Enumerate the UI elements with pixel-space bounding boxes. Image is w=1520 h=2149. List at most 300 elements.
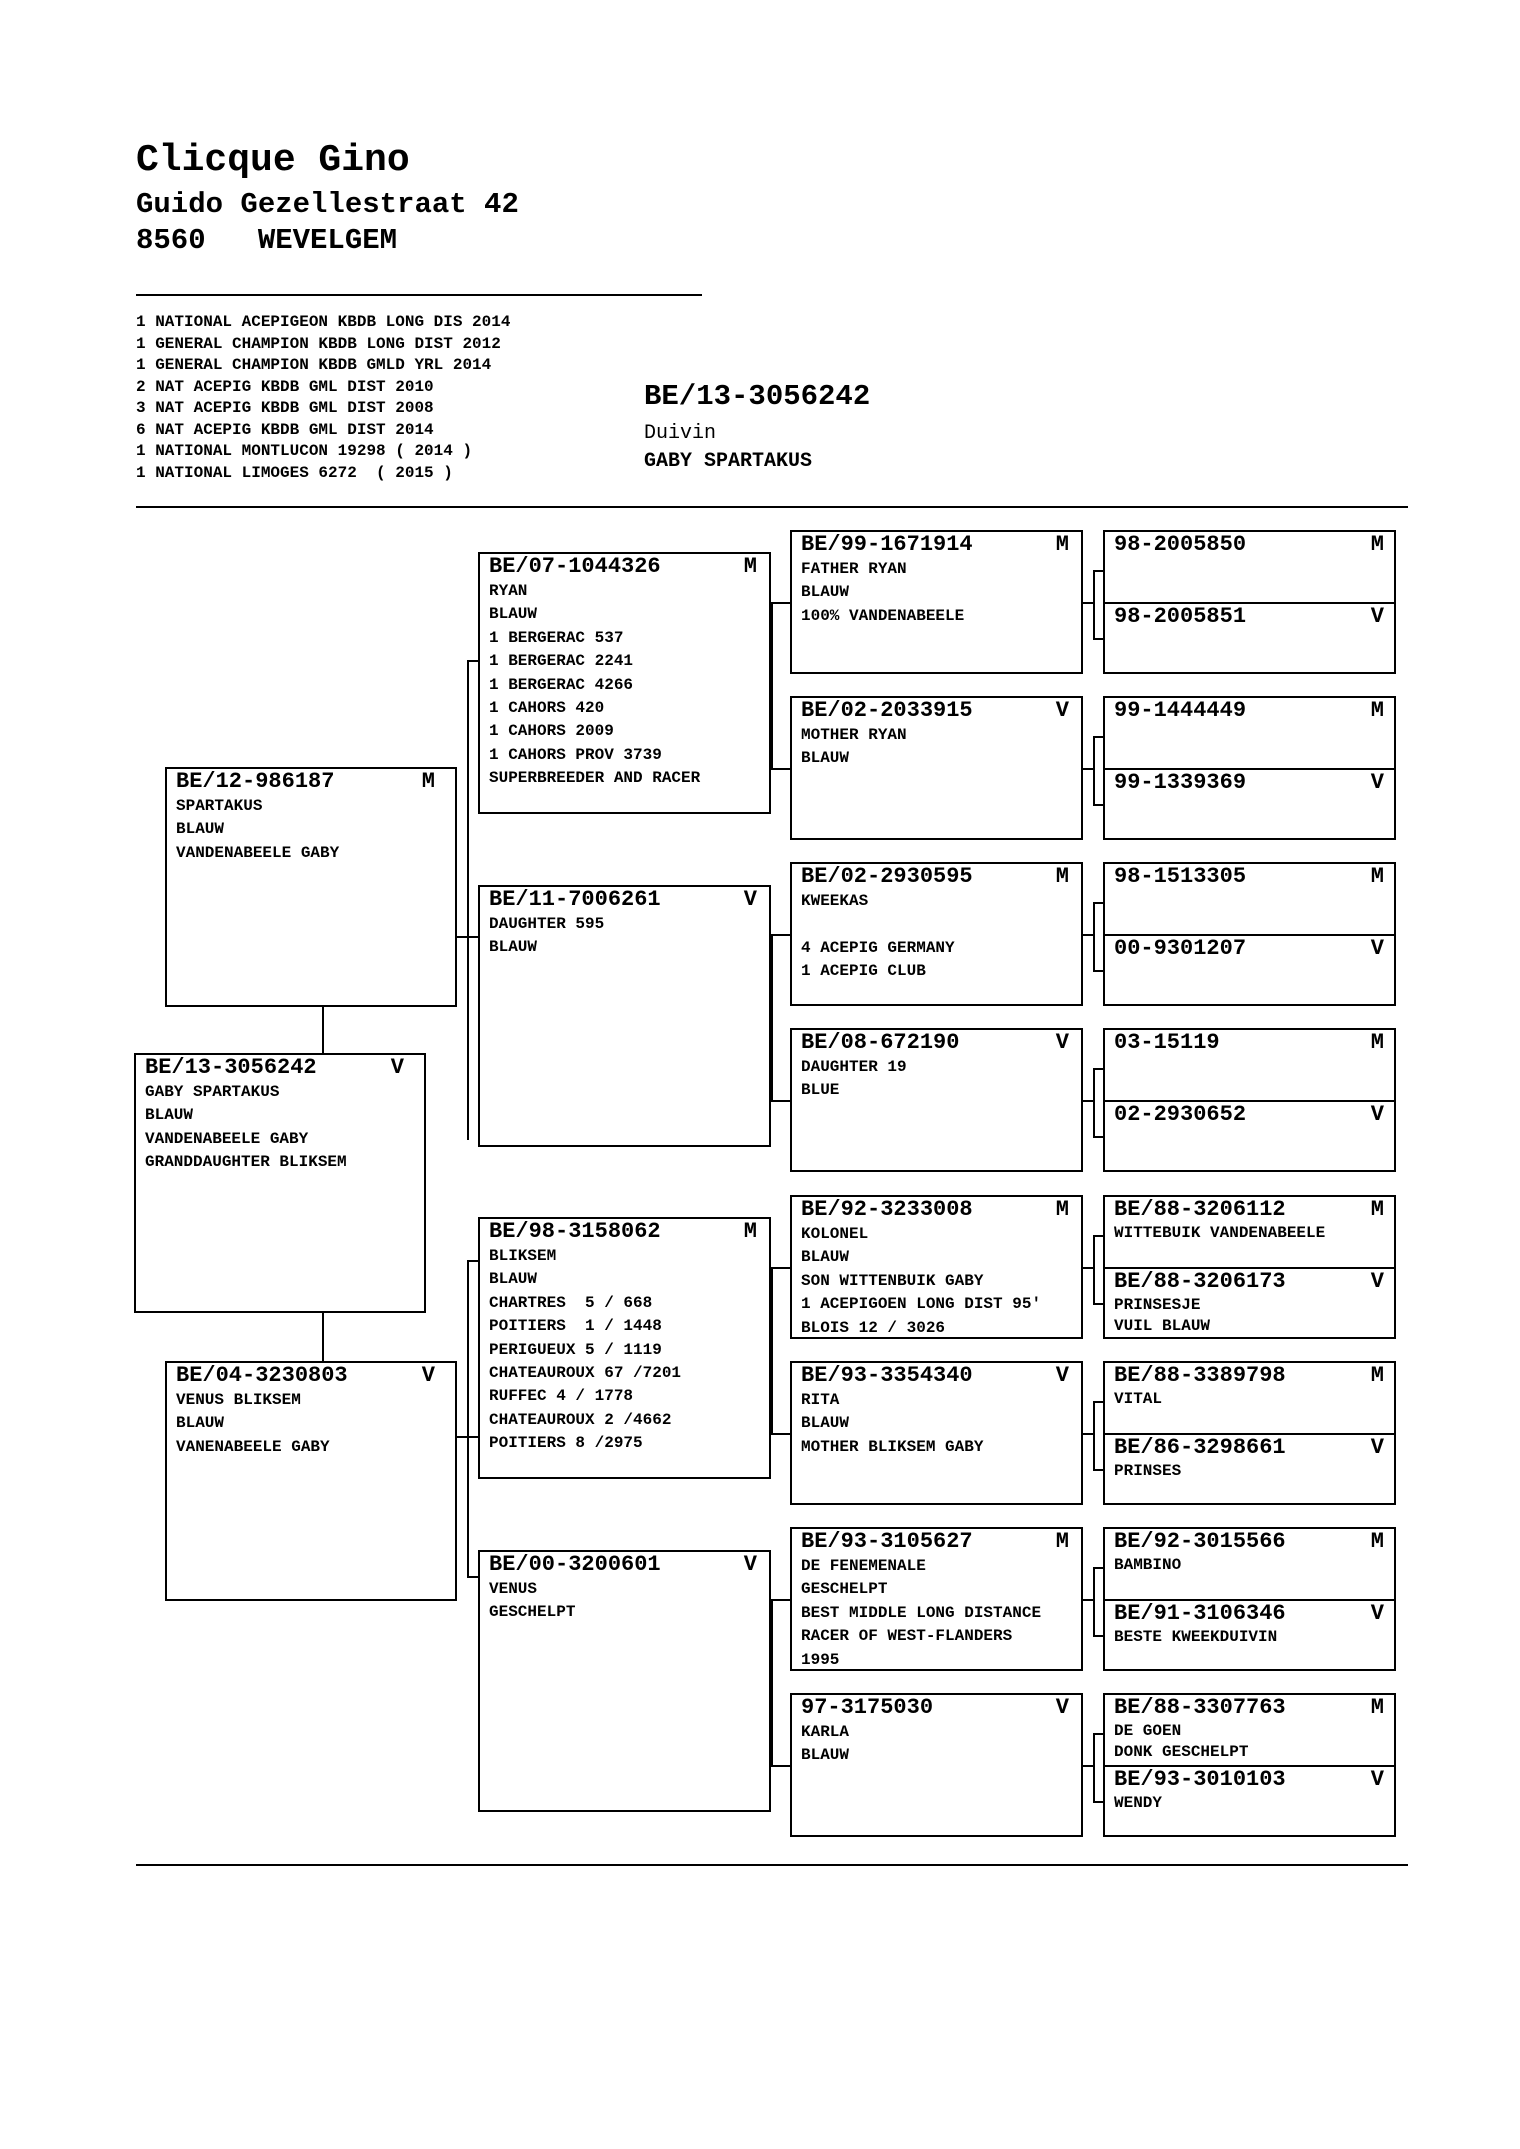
pigeon-header xyxy=(1114,866,1384,888)
pigeon-detail-line: KOLONEL xyxy=(801,1225,869,1243)
pigeon-ring: 02-2930652 xyxy=(1114,1102,1247,1127)
pigeon-header xyxy=(801,1697,1069,1719)
pigeon-details xyxy=(801,724,1081,771)
pigeon-sex: M xyxy=(1370,1695,1384,1720)
pigeon-ring: BE/04-3230803 xyxy=(176,1363,348,1388)
pigeon-detail-line: FATHER RYAN xyxy=(801,560,907,578)
pigeon-details xyxy=(1114,1461,1394,1482)
pigeon-sex: V xyxy=(1055,698,1069,723)
main-pigeon-sex: Duivin xyxy=(644,422,717,445)
pigeon-header xyxy=(176,1365,435,1387)
achievement-row: 3 NAT ACEPIG KBDB GML DIST 2008 xyxy=(136,399,434,417)
great-grandparent-box xyxy=(790,1195,1083,1339)
pigeon-detail-line: BESTE KWEEKDUIVIN xyxy=(1114,1628,1278,1646)
pigeon-detail-line: SPARTAKUS xyxy=(176,797,263,815)
pigeon-header xyxy=(176,771,435,793)
pigeon-detail-line: BLAUW xyxy=(489,938,538,957)
achievement-row: 1 NATIONAL MONTLUCON 19298 ( 2014 ) xyxy=(136,442,473,460)
ancestor-cell-dam xyxy=(1105,934,1394,1004)
pigeon-detail-line: RYAN xyxy=(489,582,528,600)
pigeon-details xyxy=(1114,1223,1394,1244)
connector-line xyxy=(771,934,790,936)
pigeon-detail-line: VANDENABEELE GABY xyxy=(176,843,340,862)
pigeon-header xyxy=(801,700,1069,722)
pigeon-sex: M xyxy=(421,769,435,794)
connector-line xyxy=(1083,934,1093,936)
connector-line xyxy=(467,1576,478,1578)
pigeon-header xyxy=(1114,1437,1384,1459)
achievement-row: 2 NAT ACEPIG KBDB GML DIST 2010 xyxy=(136,377,434,396)
connector-line xyxy=(1093,1567,1103,1569)
connector-line xyxy=(1083,1100,1093,1102)
pigeon-cell xyxy=(480,887,769,1145)
pigeon-details xyxy=(176,795,455,865)
pigeon-detail-line: VENUS xyxy=(489,1580,538,1598)
grandparent-box xyxy=(478,885,771,1147)
header-divider xyxy=(136,294,702,296)
pigeon-ring: BE/88-3307763 xyxy=(1114,1695,1286,1720)
pigeon-cell xyxy=(480,1552,769,1810)
pigeon-details xyxy=(1114,1555,1394,1576)
connector-line xyxy=(771,1599,790,1601)
pigeon-detail-line: KWEEKAS xyxy=(801,892,869,910)
connector-line xyxy=(467,1260,469,1577)
pigeon-sex: M xyxy=(1055,1529,1069,1554)
pigeon-header xyxy=(801,1032,1069,1054)
pigeon-ring: BE/91-3106346 xyxy=(1114,1601,1286,1626)
pedigree-top-divider xyxy=(136,506,1408,508)
ancestor-cell-sire xyxy=(1105,1030,1394,1100)
pigeon-sex: V xyxy=(743,887,757,912)
pigeon-ring: 97-3175030 xyxy=(801,1695,934,1720)
pigeon-detail-line: VANENABEELE GABY xyxy=(176,1437,330,1456)
connector-line xyxy=(1093,1401,1103,1403)
pigeon-header xyxy=(1114,1697,1384,1719)
pigeon-cell xyxy=(792,1529,1081,1669)
connector-line xyxy=(1093,1469,1103,1471)
pigeon-detail-line: RACER OF WEST-FLANDERS xyxy=(801,1627,1013,1646)
pigeon-details xyxy=(801,1555,1081,1672)
pigeon-sex: M xyxy=(1370,864,1384,889)
pigeon-ring: BE/07-1044326 xyxy=(489,554,661,579)
pigeon-detail-line: 100% VANDENABEELE xyxy=(801,606,965,625)
pigeon-detail-line: VITAL xyxy=(1114,1390,1163,1408)
pigeon-detail-line: BEST MIDDLE LONG DISTANCE xyxy=(801,1603,1042,1622)
pigeon-details xyxy=(1114,1295,1394,1337)
pigeon-detail-line: 4 ACEPIG GERMANY xyxy=(801,938,955,957)
connector-line xyxy=(1093,570,1095,640)
achievement-row: 1 GENERAL CHAMPION KBDB GMLD YRL 2014 xyxy=(136,356,492,374)
connector-line xyxy=(771,1267,773,1433)
pigeon-detail-line: DAUGHTER 19 xyxy=(801,1058,907,1076)
subject-box xyxy=(134,1053,426,1313)
connector-line xyxy=(322,1313,324,1361)
ancestor-pair-box xyxy=(1103,862,1396,1006)
connector-line xyxy=(1093,736,1095,806)
pigeon-header xyxy=(1114,1199,1384,1221)
pigeon-cell xyxy=(167,769,455,1005)
ancestor-cell-dam xyxy=(1105,1433,1394,1503)
main-pigeon-ring: BE/13-3056242 xyxy=(644,380,871,413)
connector-line xyxy=(1093,1136,1103,1138)
pigeon-sex: V xyxy=(1370,604,1384,629)
pigeon-ring: BE/93-3010103 xyxy=(1114,1767,1286,1792)
ancestor-pair-box xyxy=(1103,1693,1396,1837)
pigeon-detail-line: BLAUW xyxy=(801,1414,850,1433)
pigeon-cell xyxy=(792,1363,1081,1503)
pigeon-details xyxy=(1114,1793,1394,1814)
pigeon-detail-line: PRINSESJE xyxy=(1114,1296,1201,1314)
pigeon-detail-line: CHATEAUROUX 2 /4662 xyxy=(489,1410,672,1429)
connector-line xyxy=(467,660,478,662)
pigeon-sex: V xyxy=(1370,1269,1384,1294)
ancestor-cell-sire xyxy=(1105,698,1394,768)
connector-line xyxy=(1093,1733,1103,1735)
pigeon-ring: BE/88-3206112 xyxy=(1114,1197,1286,1222)
pigeon-sex: M xyxy=(743,1219,757,1244)
pigeon-sex: V xyxy=(1055,1363,1069,1388)
pigeon-detail-line: 1995 xyxy=(801,1650,840,1669)
achievement-row: 6 NAT ACEPIG KBDB GML DIST 2014 xyxy=(136,420,434,439)
connector-line xyxy=(1093,902,1095,972)
pigeon-header xyxy=(801,1531,1069,1553)
pigeon-cell xyxy=(167,1363,455,1599)
pigeon-cell xyxy=(792,864,1081,1004)
connector-line xyxy=(1083,1267,1093,1269)
pigeon-detail-line: SON WITTENBUIK GABY xyxy=(801,1271,984,1290)
pigeon-header xyxy=(489,1554,757,1576)
pigeon-header xyxy=(1114,1104,1384,1126)
pigeon-header xyxy=(801,534,1069,556)
connector-line xyxy=(1093,1733,1095,1803)
pigeon-detail-line: BLAUW xyxy=(489,605,538,624)
pigeon-sex: M xyxy=(1055,532,1069,557)
ancestor-pair-box xyxy=(1103,1527,1396,1671)
pigeon-sex: V xyxy=(1370,936,1384,961)
pigeon-ring: BE/93-3105627 xyxy=(801,1529,973,1554)
pigeon-ring: BE/88-3389798 xyxy=(1114,1363,1286,1388)
pigeon-detail-line: BLIKSEM xyxy=(489,1247,557,1265)
pigeon-header xyxy=(1114,700,1384,722)
pigeon-cell xyxy=(792,1695,1081,1835)
connector-line xyxy=(467,936,478,938)
ancestor-cell-sire xyxy=(1105,532,1394,602)
pigeon-ring: 99-1444449 xyxy=(1114,698,1247,723)
ancestor-pair-box xyxy=(1103,1195,1396,1339)
pigeon-detail-line: 1 ACEPIG CLUB xyxy=(801,962,926,981)
pigeon-sex: M xyxy=(1370,698,1384,723)
connector-line xyxy=(1083,602,1093,604)
pigeon-ring: BE/13-3056242 xyxy=(145,1055,317,1080)
pigeon-ring: BE/00-3200601 xyxy=(489,1552,661,1577)
connector-line xyxy=(1093,1401,1095,1471)
pigeon-cell xyxy=(792,532,1081,672)
pigeon-detail-line: RITA xyxy=(801,1391,840,1409)
pigeon-detail-line: BLAUW xyxy=(801,1746,850,1765)
pigeon-detail-line: 1 BERGERAC 4266 xyxy=(489,675,634,694)
pigeon-header xyxy=(489,556,757,578)
main-pigeon-name: GABY SPARTAKUS xyxy=(644,450,813,473)
pigeon-sex: M xyxy=(1055,864,1069,889)
pigeon-detail-line: BAMBINO xyxy=(1114,1556,1182,1574)
connector-line xyxy=(1093,1235,1103,1237)
pigeon-detail-line: MOTHER BLIKSEM GABY xyxy=(801,1437,984,1456)
pigeon-header xyxy=(1114,606,1384,628)
pigeon-sex: V xyxy=(1055,1695,1069,1720)
pigeon-ring: 99-1339369 xyxy=(1114,770,1247,795)
pigeon-detail-line: BLAUW xyxy=(489,1270,538,1289)
connector-line xyxy=(322,1007,324,1053)
great-grandparent-box xyxy=(790,530,1083,674)
great-grandparent-box xyxy=(790,1693,1083,1837)
ancestor-cell-sire xyxy=(1105,864,1394,934)
ancestor-cell-sire xyxy=(1105,1695,1394,1765)
great-grandparent-box xyxy=(790,1527,1083,1671)
pigeon-header xyxy=(1114,1271,1384,1293)
ancestor-cell-dam xyxy=(1105,1267,1394,1337)
connector-line xyxy=(771,768,790,770)
owner-name: Clicque Gino xyxy=(136,139,410,182)
pigeon-sex: M xyxy=(1055,1197,1069,1222)
connector-line xyxy=(1083,1599,1093,1601)
pigeon-details xyxy=(489,1578,769,1625)
connector-line xyxy=(1093,804,1103,806)
pigeon-sex: V xyxy=(743,1552,757,1577)
pigeon-details xyxy=(801,1056,1081,1103)
pigeon-detail-line: KARLA xyxy=(801,1723,850,1741)
ancestor-cell-sire xyxy=(1105,1363,1394,1433)
connector-line xyxy=(1093,970,1103,972)
connector-line xyxy=(771,934,773,1100)
achievements-list xyxy=(136,312,510,484)
pigeon-details xyxy=(1114,1721,1394,1763)
pigeon-cell xyxy=(136,1055,424,1311)
great-grandparent-box xyxy=(790,1361,1083,1505)
pigeon-detail-line: GRANDDAUGHTER BLIKSEM xyxy=(145,1153,347,1172)
pigeon-ring: BE/86-3298661 xyxy=(1114,1435,1286,1460)
pigeon-detail-line: WENDY xyxy=(1114,1794,1163,1812)
pigeon-ring: BE/08-672190 xyxy=(801,1030,960,1055)
pigeon-details xyxy=(489,1245,769,1456)
pigeon-details xyxy=(801,1223,1081,1340)
pigeon-details xyxy=(801,1389,1081,1459)
connector-line xyxy=(771,602,773,768)
ancestor-cell-dam xyxy=(1105,1100,1394,1170)
connector-line xyxy=(771,1433,790,1435)
pigeon-details xyxy=(176,1389,455,1459)
ancestor-pair-box xyxy=(1103,530,1396,674)
connector-line xyxy=(1093,1801,1103,1803)
pigeon-ring: 98-2005850 xyxy=(1114,532,1247,557)
connector-line xyxy=(1083,1433,1093,1435)
pigeon-ring: BE/92-3015566 xyxy=(1114,1529,1286,1554)
connector-line xyxy=(1083,768,1093,770)
pigeon-sex: V xyxy=(390,1055,404,1080)
pigeon-cell xyxy=(792,698,1081,838)
pigeon-header xyxy=(801,866,1069,888)
pigeon-header xyxy=(1114,534,1384,556)
pigeon-detail-line: BLAUW xyxy=(176,820,225,839)
pigeon-header xyxy=(145,1057,404,1079)
pigeon-cell xyxy=(792,1197,1081,1337)
pigeon-ring: 03-15119 xyxy=(1114,1030,1220,1055)
pigeon-detail-line: POITIERS 1 / 1448 xyxy=(489,1317,662,1336)
pigeon-sex: M xyxy=(1370,1030,1384,1055)
pigeon-ring: BE/99-1671914 xyxy=(801,532,973,557)
pigeon-header xyxy=(1114,772,1384,794)
connector-line xyxy=(1083,1765,1093,1767)
pigeon-detail-line: GESCHELPT xyxy=(489,1603,576,1622)
pigeon-sex: V xyxy=(1370,770,1384,795)
pigeon-header xyxy=(1114,1769,1384,1791)
pigeon-sex: V xyxy=(421,1363,435,1388)
pigeon-details xyxy=(1114,1627,1394,1648)
connector-line xyxy=(1093,1303,1103,1305)
pigeon-detail-line: DAUGHTER 595 xyxy=(489,915,605,933)
pigeon-detail-line: BLAUW xyxy=(801,583,850,602)
pigeon-sex: V xyxy=(1370,1767,1384,1792)
achievement-row: 1 NATIONAL ACEPIGEON KBDB LONG DIS 2014 xyxy=(136,313,511,331)
pigeon-ring: 98-1513305 xyxy=(1114,864,1247,889)
pigeon-detail-line: 1 CAHORS PROV 3739 xyxy=(489,745,662,764)
pigeon-details xyxy=(1114,1389,1394,1410)
pigeon-sex: M xyxy=(1370,1529,1384,1554)
connector-line xyxy=(1093,1068,1095,1138)
pigeon-header xyxy=(1114,1531,1384,1553)
pigeon-detail-line: 1 CAHORS 2009 xyxy=(489,722,614,741)
pigeon-ring: BE/88-3206173 xyxy=(1114,1269,1286,1294)
pigeon-details xyxy=(489,913,769,960)
pigeon-header xyxy=(1114,1603,1384,1625)
ancestor-pair-box xyxy=(1103,1361,1396,1505)
pigeon-ring: BE/02-2033915 xyxy=(801,698,973,723)
pigeon-detail-line: BLAUW xyxy=(145,1106,194,1125)
ancestor-pair-box xyxy=(1103,1028,1396,1172)
pigeon-detail-line: MOTHER RYAN xyxy=(801,726,907,744)
pigeon-detail-line: DONK GESCHELPT xyxy=(1114,1743,1249,1761)
pigeon-header xyxy=(801,1365,1069,1387)
connector-line xyxy=(1093,1567,1095,1637)
pigeon-detail-line: 1 ACEPIGOEN LONG DIST 95' xyxy=(801,1295,1042,1314)
pigeon-ring: BE/92-3233008 xyxy=(801,1197,973,1222)
pedigree-bottom-divider xyxy=(136,1864,1408,1866)
pigeon-detail-line: RUFFEC 4 / 1778 xyxy=(489,1387,634,1406)
pigeon-sex: V xyxy=(1055,1030,1069,1055)
pigeon-detail-line: SUPERBREEDER AND RACER xyxy=(489,769,701,788)
connector-line xyxy=(1093,736,1103,738)
connector-line xyxy=(771,1100,790,1102)
pigeon-header xyxy=(1114,1032,1384,1054)
connector-line xyxy=(771,1765,790,1767)
pigeon-ring: BE/02-2930595 xyxy=(801,864,973,889)
pigeon-header xyxy=(801,1199,1069,1221)
connector-line xyxy=(1093,902,1103,904)
pigeon-sex: V xyxy=(1370,1102,1384,1127)
pigeon-cell xyxy=(792,1030,1081,1170)
owner-city: 8560 WEVELGEM xyxy=(136,224,398,257)
pigeon-detail-line: 1 BERGERAC 537 xyxy=(489,628,624,647)
ancestor-cell-dam xyxy=(1105,602,1394,672)
pigeon-detail-line: VANDENABEELE GABY xyxy=(145,1129,309,1148)
pigeon-details xyxy=(801,1721,1081,1768)
pigeon-header xyxy=(489,889,757,911)
pigeon-cell xyxy=(480,554,769,812)
great-grandparent-box xyxy=(790,862,1083,1006)
ancestor-cell-dam xyxy=(1105,1599,1394,1669)
pigeon-detail-line: VUIL BLAUW xyxy=(1114,1317,1211,1335)
pigeon-detail-line: BLAUW xyxy=(801,749,850,768)
pigeon-detail-line: BLAUW xyxy=(801,1248,850,1267)
grandparent-box xyxy=(478,1217,771,1479)
pigeon-detail-line: BLOIS 12 / 3026 xyxy=(801,1318,946,1337)
pigeon-details xyxy=(489,580,769,791)
connector-line xyxy=(1093,1235,1095,1305)
father-box xyxy=(165,767,457,1007)
pigeon-ring: 00-9301207 xyxy=(1114,936,1247,961)
pigeon-detail-line: PRINSES xyxy=(1114,1462,1182,1480)
pigeon-sex: V xyxy=(1370,1601,1384,1626)
pigeon-cell xyxy=(480,1219,769,1477)
pigeon-sex: M xyxy=(1370,532,1384,557)
pigeon-ring: BE/12-986187 xyxy=(176,769,335,794)
great-grandparent-box xyxy=(790,1028,1083,1172)
pigeon-detail-line: CHATEAUROUX 67 /7201 xyxy=(489,1364,682,1383)
pigeon-sex: M xyxy=(743,554,757,579)
pigeon-detail-line: DE GOEN xyxy=(1114,1722,1182,1740)
mother-box xyxy=(165,1361,457,1601)
ancestor-cell-sire xyxy=(1105,1197,1394,1267)
connector-line xyxy=(1093,570,1103,572)
pigeon-detail-line: DE FENEMENALE xyxy=(801,1557,926,1575)
pigeon-sex: V xyxy=(1370,1435,1384,1460)
pigeon-sex: M xyxy=(1370,1197,1384,1222)
pigeon-header xyxy=(1114,1365,1384,1387)
pigeon-details xyxy=(801,890,1081,984)
pigeon-ring: BE/98-3158062 xyxy=(489,1219,661,1244)
connector-line xyxy=(771,1267,790,1269)
owner-street: Guido Gezellestraat 42 xyxy=(136,188,519,221)
pigeon-detail-line xyxy=(801,913,1081,936)
pigeon-detail-line: 1 BERGERAC 2241 xyxy=(489,652,634,671)
pigeon-detail-line: POITIERS 8 /2975 xyxy=(489,1434,643,1453)
connector-line xyxy=(467,660,469,1140)
ancestor-cell-sire xyxy=(1105,1529,1394,1599)
pigeon-ring: BE/93-3354340 xyxy=(801,1363,973,1388)
pigeon-detail-line: 1 CAHORS 420 xyxy=(489,699,605,718)
pigeon-detail-line: GABY SPARTAKUS xyxy=(145,1083,280,1101)
pigeon-detail-line: PERIGUEUX 5 / 1119 xyxy=(489,1340,662,1359)
ancestor-pair-box xyxy=(1103,696,1396,840)
ancestor-cell-dam xyxy=(1105,768,1394,838)
connector-line xyxy=(1093,1068,1103,1070)
pigeon-header xyxy=(1114,938,1384,960)
ancestor-cell-dam xyxy=(1105,1765,1394,1835)
pigeon-details xyxy=(801,558,1081,628)
grandparent-box xyxy=(478,552,771,814)
pigeon-ring: 98-2005851 xyxy=(1114,604,1247,629)
pigeon-sex: M xyxy=(1370,1363,1384,1388)
connector-line xyxy=(467,1260,478,1262)
achievement-row: 1 NATIONAL LIMOGES 6272 ( 2015 ) xyxy=(136,463,453,482)
pigeon-detail-line: VENUS BLIKSEM xyxy=(176,1391,301,1409)
pigeon-detail-line: BLAUW xyxy=(176,1414,225,1433)
pigeon-detail-line: GESCHELPT xyxy=(801,1580,888,1599)
achievement-row: 1 GENERAL CHAMPION KBDB LONG DIST 2012 xyxy=(136,334,501,353)
pigeon-header xyxy=(489,1221,757,1243)
connector-line xyxy=(1093,638,1103,640)
pigeon-detail-line: CHARTRES 5 / 668 xyxy=(489,1293,653,1312)
connector-line xyxy=(771,1599,773,1765)
